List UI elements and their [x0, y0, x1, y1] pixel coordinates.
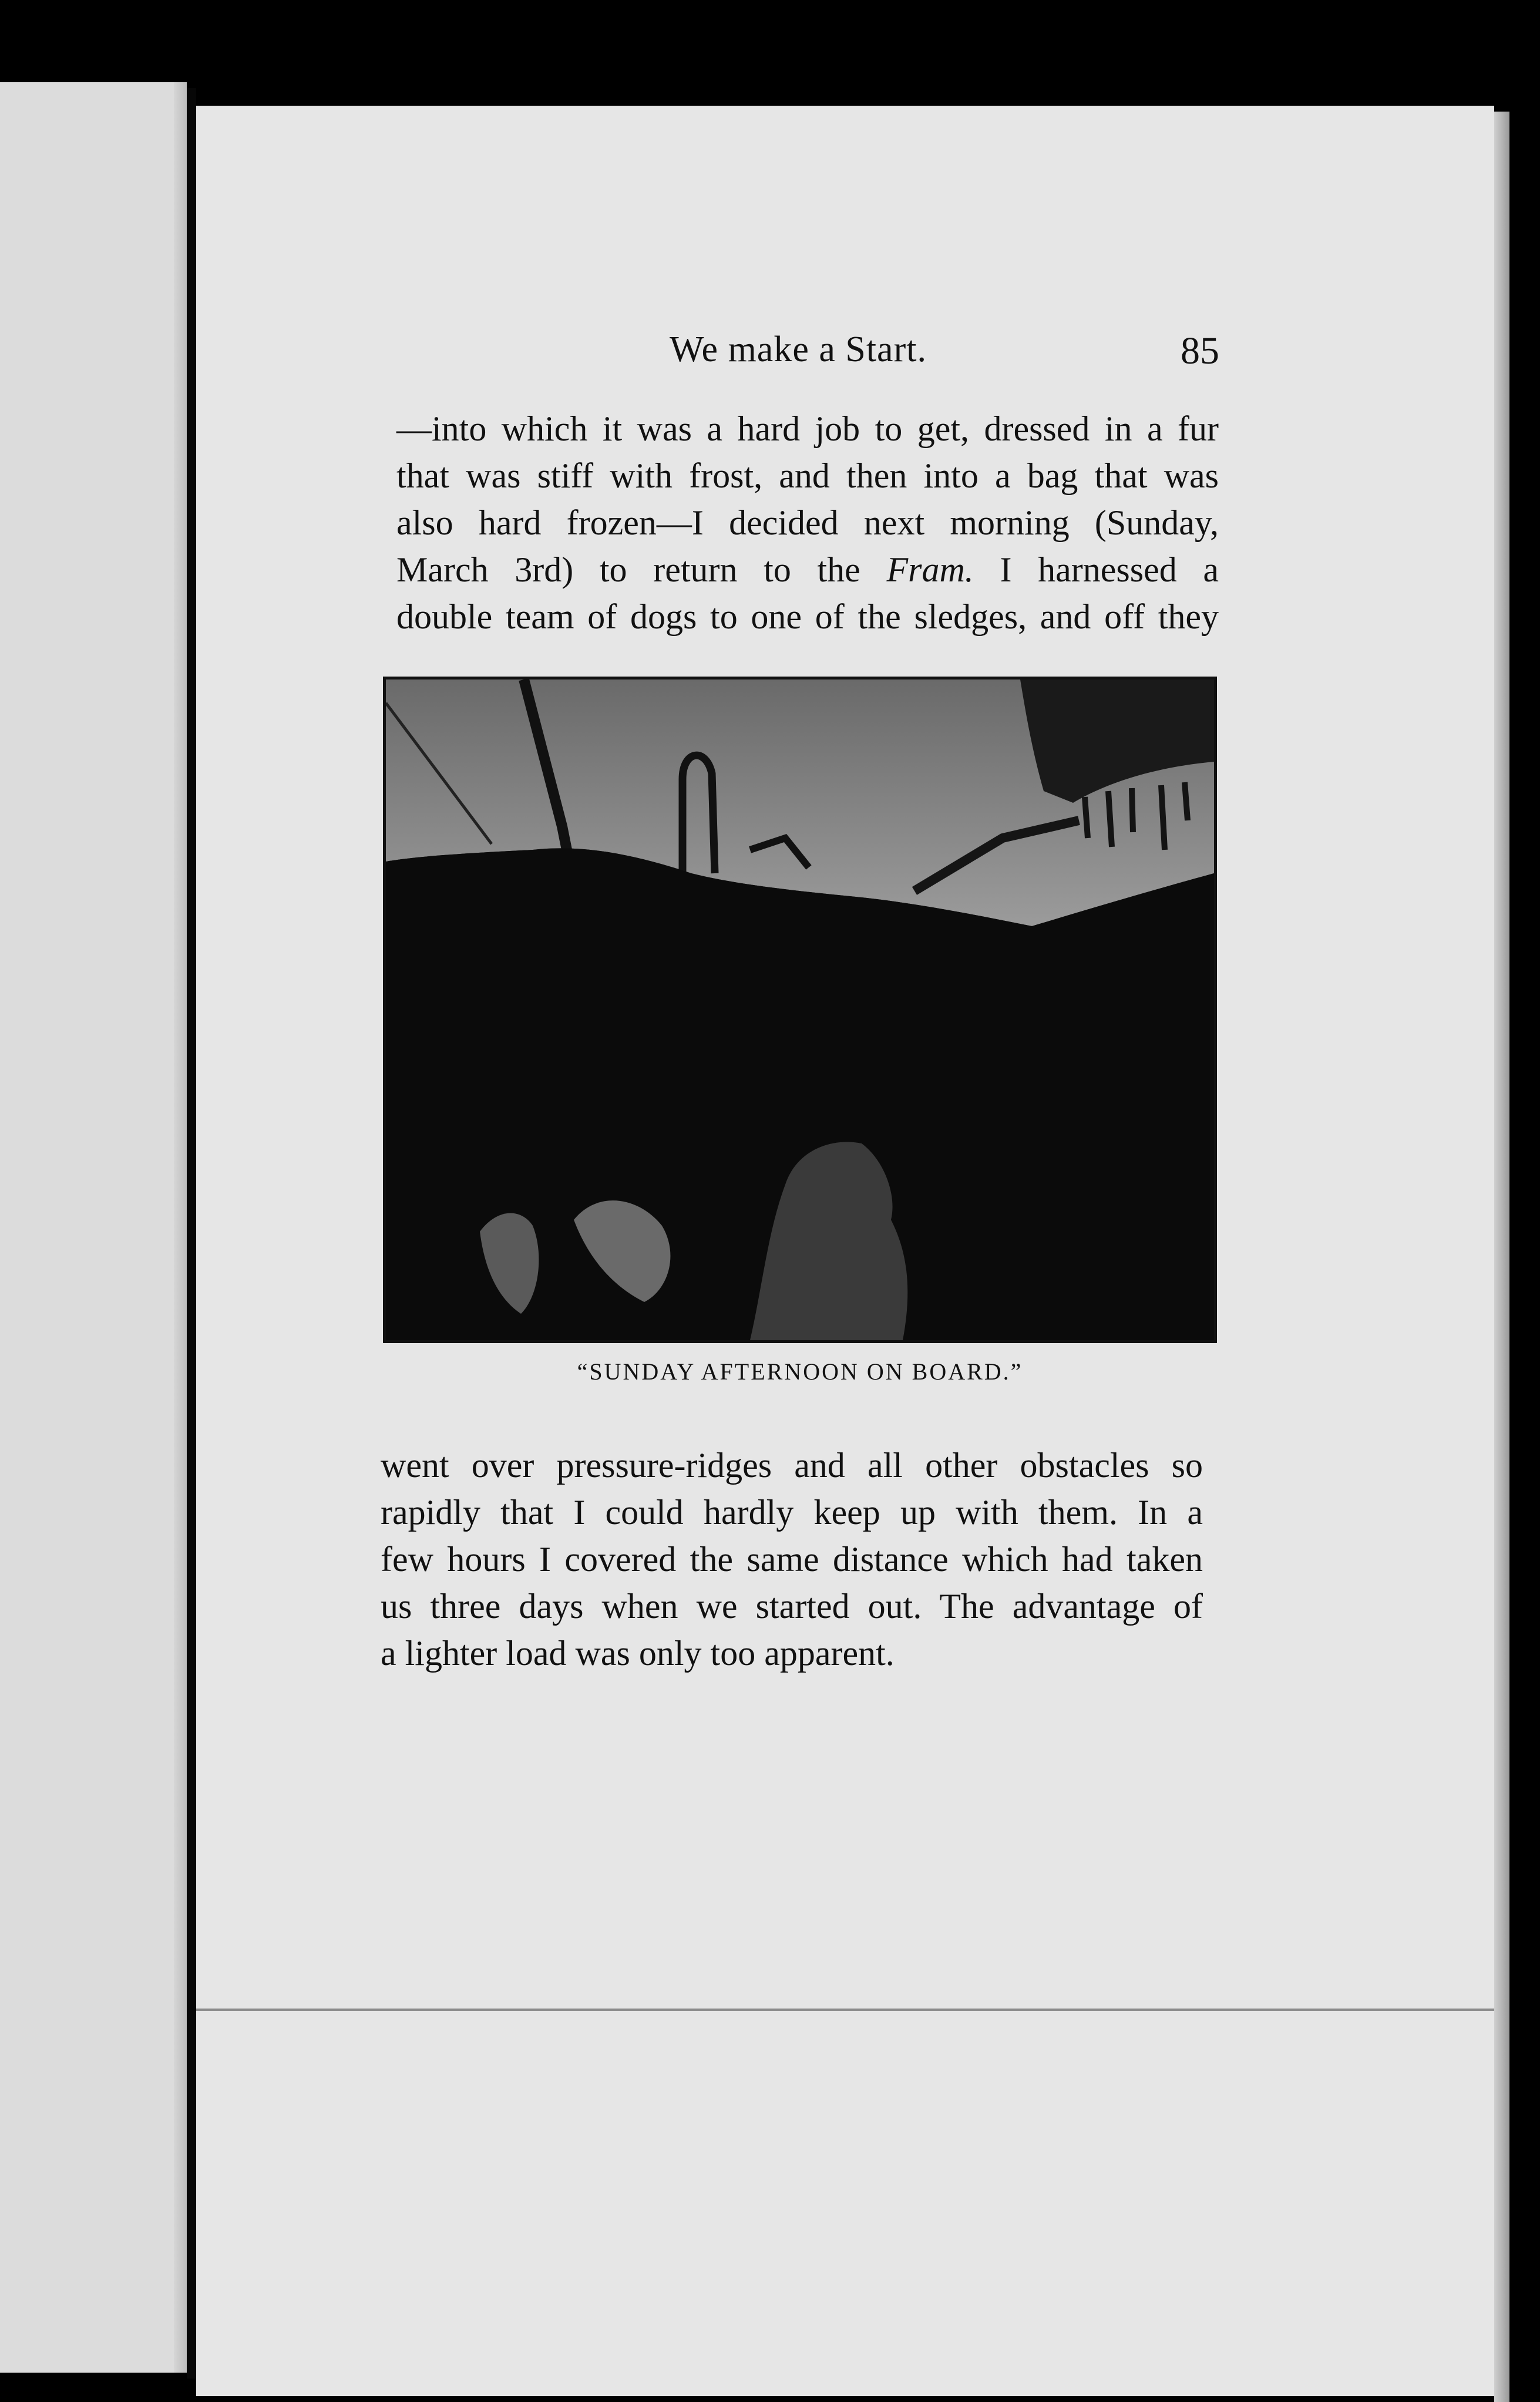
text-line: that was stiff with frost, and then into a bag that was — [396, 456, 1219, 495]
line-start: March 3rd) to return to the — [396, 550, 860, 589]
bottom-paragraph — [381, 1442, 1203, 1677]
text-line: rapidly that I could hardly keep up with them. In a — [381, 1493, 1203, 1532]
text-line: us three days when we started out. The advantage of — [381, 1587, 1203, 1626]
ship-deck-silhouette-photo — [386, 679, 1214, 1340]
ship-name: Fram. — [886, 550, 974, 589]
facing-page-gutter — [174, 82, 187, 2373]
text-line-with-ship-name — [396, 546, 1219, 593]
line-end: I harnessed a — [973, 550, 1219, 589]
book-spine — [187, 88, 196, 2379]
photograph-plate — [383, 677, 1217, 1343]
top-paragraph — [396, 405, 1219, 640]
text-line: —into which it was a hard job to get, dressed in a fur — [396, 409, 1219, 448]
text-line: few hours I covered the same distance which had taken — [381, 1540, 1203, 1579]
text-line: double team of dogs to one of the sledges, and off they — [396, 597, 1219, 636]
page-number: 85 — [1181, 329, 1219, 372]
page-edge — [1494, 112, 1509, 2402]
text-line: a lighter load was only too apparent. — [381, 1634, 895, 1673]
figure-caption: “SUNDAY AFTERNOON ON BOARD.” — [577, 1358, 1023, 1385]
facing-page — [0, 82, 187, 2373]
running-head: We make a Start. — [670, 329, 927, 369]
page-bottom-edge — [196, 2009, 1494, 2011]
text-line: went over pressure-ridges and all other obstacles so — [381, 1446, 1203, 1485]
text-line: also hard frozen—I decided next morning (Sunday, — [396, 503, 1219, 542]
